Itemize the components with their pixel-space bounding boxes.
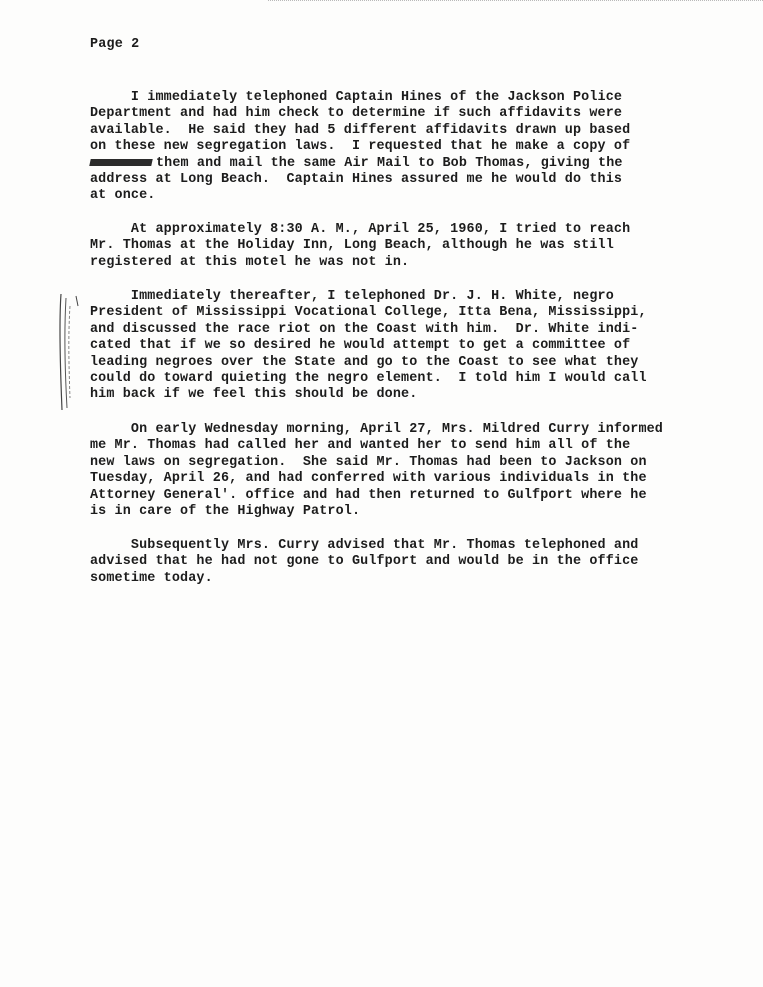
- text-line: Immediately thereafter, I telephoned Dr. J. H. White, negro: [90, 289, 614, 304]
- text-line: sometime today.: [90, 570, 213, 586]
- text-line: [90, 156, 630, 172]
- paragraph-4: [90, 422, 663, 520]
- text-line: advised that he had not gone to Gulfport and would be in the office: [90, 554, 639, 570]
- text-line: at once.: [90, 188, 156, 204]
- page-number: Page 2: [90, 37, 140, 52]
- redaction-mark: [89, 159, 152, 166]
- margin-bracket-mark: [58, 292, 80, 412]
- text-line: could do toward quieting the negro element. I told him I would call: [90, 370, 647, 386]
- paragraph-3: [90, 289, 647, 404]
- text-line: registered at this motel he was not in.: [90, 254, 410, 270]
- text-line: On early Wednesday morning, April 27, Mrs. Mildred Curry informed: [90, 422, 663, 437]
- text-line: Attorney General'. office and had then returned to Gulfport where he: [90, 487, 647, 503]
- text-line: on these new segregation laws. I requested that he make a copy of: [90, 139, 631, 155]
- text-line: available. He said they had 5 different affidavits drawn up based: [90, 122, 631, 138]
- text-line: is in care of the Highway Patrol.: [90, 503, 361, 519]
- text-line: Department and had him check to determine if such affidavits were: [90, 106, 623, 122]
- text-line: President of Mississippi Vocational College, Itta Bena, Mississippi,: [90, 305, 647, 321]
- text-line: him back if we feel this should be done.: [90, 387, 418, 403]
- text-line: Mr. Thomas at the Holiday Inn, Long Beach, although he was still: [90, 238, 614, 254]
- text-line: Tuesday, April 26, and had conferred with various individuals in the: [90, 471, 647, 487]
- text-line: and discussed the race riot on the Coast with him. Dr. White indi-: [90, 321, 639, 337]
- text-line: cated that if we so desired he would attempt to get a committee of: [90, 338, 631, 354]
- text-line: Subsequently Mrs. Curry advised that Mr. Thomas telephoned and: [90, 538, 639, 553]
- text-line: address at Long Beach. Captain Hines assured me he would do this: [90, 171, 623, 187]
- paragraph-5: [90, 538, 638, 587]
- text-line: new laws on segregation. She said Mr. Thomas had been to Jackson on: [90, 454, 647, 470]
- paragraph-1: [90, 90, 630, 205]
- text-line-content: them and mail the same Air Mail to Bob Thomas, giving the: [156, 155, 623, 171]
- text-line: I immediately telephoned Captain Hines of the Jackson Police: [90, 90, 623, 105]
- text-line: At approximately 8:30 A. M., April 25, 1960, I tried to reach: [90, 222, 631, 237]
- text-line: leading negroes over the State and go to the Coast to see what they: [90, 354, 639, 370]
- paragraph-2: [90, 222, 630, 271]
- text-line: me Mr. Thomas had called her and wanted her to send him all of the: [90, 438, 631, 454]
- top-edge-dotted-line: [268, 0, 763, 3]
